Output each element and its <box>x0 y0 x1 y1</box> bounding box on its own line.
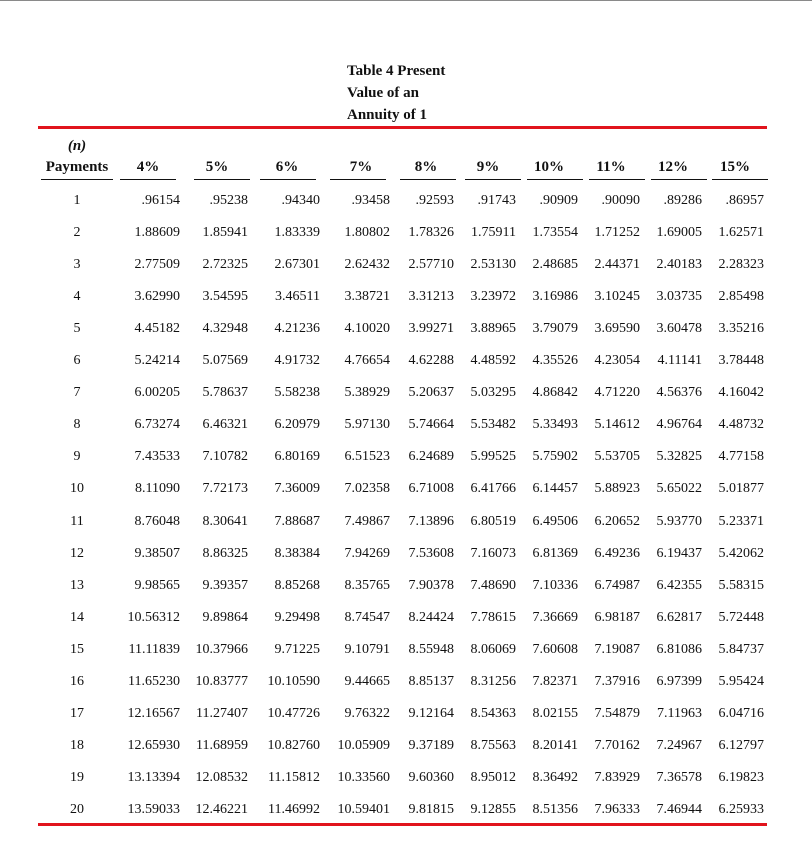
table-cell: .90909 <box>539 193 578 208</box>
table-cell: 9.81815 <box>408 802 454 817</box>
footer-rule <box>38 823 767 826</box>
table-cell: 1.75911 <box>471 225 516 240</box>
table-cell: 6.19823 <box>718 770 764 785</box>
table-cell: 5.20637 <box>408 385 454 400</box>
table-cell: 5.24214 <box>134 353 180 368</box>
table-cell: 6.24689 <box>408 449 454 464</box>
table-cell: 10.82760 <box>267 738 320 753</box>
table-cell: 9.29498 <box>274 610 320 625</box>
table-row <box>0 512 812 532</box>
payment-count: 20 <box>70 802 84 817</box>
table-cell: 5.65022 <box>656 481 702 496</box>
table-cell: 6.81086 <box>656 642 702 657</box>
table-cell: 10.56312 <box>127 610 180 625</box>
table-row <box>0 736 812 756</box>
table-cell: 9.89864 <box>202 610 248 625</box>
table-cell: 3.79079 <box>532 321 578 336</box>
table-cell: 3.31213 <box>408 289 454 304</box>
table-cell: 6.74987 <box>594 578 640 593</box>
table-cell: 5.97130 <box>344 417 390 432</box>
table-cell: 13.13394 <box>127 770 180 785</box>
table-cell: 6.49506 <box>532 514 578 529</box>
table-cell: 5.33493 <box>532 417 578 432</box>
rate-header-underline <box>527 179 583 180</box>
table-cell: 6.98187 <box>594 610 640 625</box>
table-cell: 7.48690 <box>470 578 516 593</box>
table-cell: 8.75563 <box>470 738 516 753</box>
table-cell: 6.97399 <box>656 674 702 689</box>
table-cell: 8.11090 <box>135 481 180 496</box>
rate-header-underline <box>712 179 768 180</box>
table-cell: 6.80169 <box>274 449 320 464</box>
table-cell: 8.20141 <box>532 738 578 753</box>
table-cell: .96154 <box>141 193 180 208</box>
table-row <box>0 672 812 692</box>
table-cell: 5.75902 <box>532 449 578 464</box>
table-cell: 4.35526 <box>532 353 578 368</box>
table-cell: 6.14457 <box>532 481 578 496</box>
table-cell: 3.99271 <box>408 321 454 336</box>
table-title: Table 4 Present Value of an Annuity of 1 <box>347 63 446 123</box>
payment-count: 12 <box>70 546 84 561</box>
table-cell: .90090 <box>601 193 640 208</box>
table-cell: 6.12797 <box>718 738 764 753</box>
payment-count: 8 <box>73 417 81 432</box>
table-row <box>0 608 812 628</box>
table-cell: 2.62432 <box>344 257 390 272</box>
table-cell: 5.14612 <box>594 417 640 432</box>
table-cell: 8.06069 <box>470 642 516 657</box>
table-cell: 12.65930 <box>127 738 180 753</box>
table-cell: 7.78615 <box>470 610 516 625</box>
table-cell: 2.28323 <box>718 257 764 272</box>
table-cell: 9.38507 <box>134 546 180 561</box>
rate-header: 5% <box>205 159 229 175</box>
table-cell: 6.19437 <box>656 546 702 561</box>
table-cell: 4.45182 <box>134 321 180 336</box>
table-cell: .93458 <box>351 193 390 208</box>
table-cell: 7.37916 <box>594 674 640 689</box>
table-cell: 7.70162 <box>594 738 640 753</box>
table-cell: 8.02155 <box>532 706 578 721</box>
table-cell: 6.51523 <box>344 449 390 464</box>
table-cell: 3.69590 <box>594 321 640 336</box>
table-cell: 7.10336 <box>532 578 578 593</box>
table-cell: 6.25933 <box>718 802 764 817</box>
payment-count: 5 <box>73 321 81 336</box>
table-cell: 3.62990 <box>134 289 180 304</box>
table-cell: 6.20979 <box>274 417 320 432</box>
table-cell: 7.24967 <box>656 738 702 753</box>
table-cell: 5.38929 <box>344 385 390 400</box>
table-cell: 10.05909 <box>337 738 390 753</box>
rate-header-underline <box>260 179 316 180</box>
table-cell: 2.40183 <box>656 257 702 272</box>
table-cell: 9.71225 <box>274 642 320 657</box>
table-cell: 7.19087 <box>594 642 640 657</box>
table-cell: 5.01877 <box>718 481 764 496</box>
table-cell: 11.11839 <box>128 642 180 657</box>
table-cell: 8.35765 <box>344 578 390 593</box>
table-cell: 7.36669 <box>532 610 578 625</box>
table-cell: 6.41766 <box>470 481 516 496</box>
table-cell: 9.60360 <box>408 770 454 785</box>
table-cell: 7.94269 <box>344 546 390 561</box>
payment-count: 3 <box>73 257 81 272</box>
table-cell: 8.30641 <box>202 514 248 529</box>
table-cell: 2.57710 <box>408 257 454 272</box>
table-cell: 2.67301 <box>274 257 320 272</box>
table-row <box>0 768 812 788</box>
table-cell: 12.46221 <box>195 802 248 817</box>
table-row <box>0 191 812 211</box>
table-cell: 5.53482 <box>470 417 516 432</box>
table-cell: 9.12164 <box>408 706 454 721</box>
table-cell: 1.62571 <box>718 225 764 240</box>
table-cell: 8.95012 <box>470 770 516 785</box>
table-cell: 7.72173 <box>202 481 248 496</box>
top-divider <box>0 0 812 1</box>
table-cell: 10.83777 <box>195 674 248 689</box>
table-cell: 7.88687 <box>274 514 320 529</box>
table-row <box>0 576 812 596</box>
table-cell: 7.49867 <box>344 514 390 529</box>
table-cell: 6.46321 <box>202 417 248 432</box>
table-cell: 3.46511 <box>275 289 320 304</box>
rate-header-underline <box>194 179 250 180</box>
table-cell: 1.88609 <box>134 225 180 240</box>
table-cell: 5.88923 <box>594 481 640 496</box>
payment-count: 9 <box>73 449 81 464</box>
table-cell: 7.43533 <box>134 449 180 464</box>
table-row <box>0 415 812 435</box>
table-cell: 3.88965 <box>470 321 516 336</box>
table-cell: 5.03295 <box>470 385 516 400</box>
table-cell: 5.84737 <box>718 642 764 657</box>
table-cell: 5.53705 <box>594 449 640 464</box>
table-cell: 9.76322 <box>344 706 390 721</box>
rate-header: 6% <box>275 159 299 175</box>
table-cell: .95238 <box>209 193 248 208</box>
table-cell: 5.42062 <box>718 546 764 561</box>
table-cell: 7.46944 <box>656 802 702 817</box>
table-cell: .92593 <box>415 193 454 208</box>
table-cell: 8.54363 <box>470 706 516 721</box>
table-cell: .91743 <box>477 193 516 208</box>
table-cell: 2.44371 <box>594 257 640 272</box>
rate-header: 12% <box>658 159 688 175</box>
table-cell: 1.85941 <box>202 225 248 240</box>
table-cell: 4.48732 <box>718 417 764 432</box>
table-cell: 9.98565 <box>134 578 180 593</box>
table-cell: 7.60608 <box>532 642 578 657</box>
table-cell: 8.24424 <box>408 610 454 625</box>
table-cell: 10.33560 <box>337 770 390 785</box>
rate-header: 15% <box>720 159 750 175</box>
table-cell: 8.31256 <box>470 674 516 689</box>
table-cell: 8.85268 <box>274 578 320 593</box>
table-cell: 4.23054 <box>594 353 640 368</box>
payment-count: 2 <box>73 225 81 240</box>
table-cell: 5.95424 <box>718 674 764 689</box>
table-cell: 8.85137 <box>408 674 454 689</box>
table-cell: 2.48685 <box>532 257 578 272</box>
table-cell: 7.11963 <box>657 706 702 721</box>
payment-count: 17 <box>70 706 84 721</box>
table-cell: 4.16042 <box>718 385 764 400</box>
table-cell: 8.76048 <box>134 514 180 529</box>
payment-count: 14 <box>70 610 84 625</box>
rate-header: 8% <box>414 159 438 175</box>
table-row <box>0 704 812 724</box>
table-cell: 8.55948 <box>408 642 454 657</box>
table-cell: 4.86842 <box>532 385 578 400</box>
table-cell: 5.93770 <box>656 514 702 529</box>
table-cell: 12.08532 <box>195 770 248 785</box>
table-cell: 6.80519 <box>470 514 516 529</box>
table-cell: 9.37189 <box>408 738 454 753</box>
table-cell: 5.99525 <box>470 449 516 464</box>
table-cell: 3.78448 <box>718 353 764 368</box>
table-cell: 10.47726 <box>267 706 320 721</box>
table-cell: 3.60478 <box>656 321 702 336</box>
payment-count: 19 <box>70 770 84 785</box>
n-label: (n) <box>67 138 87 154</box>
rate-header: 11% <box>596 159 626 175</box>
table-cell: 3.38721 <box>344 289 390 304</box>
payment-count: 1 <box>73 193 81 208</box>
table-cell: 7.02358 <box>344 481 390 496</box>
payment-count: 15 <box>70 642 84 657</box>
rate-header: 10% <box>534 159 564 175</box>
rate-header: 9% <box>476 159 500 175</box>
table-cell: 7.96333 <box>594 802 640 817</box>
payment-count: 4 <box>73 289 81 304</box>
table-row <box>0 255 812 275</box>
table-cell: 4.71220 <box>594 385 640 400</box>
table-cell: 7.16073 <box>470 546 516 561</box>
table-cell: 1.80802 <box>344 225 390 240</box>
table-row <box>0 383 812 403</box>
table-cell: 5.32825 <box>656 449 702 464</box>
rate-header-underline <box>465 179 521 180</box>
table-cell: 7.83929 <box>594 770 640 785</box>
table-cell: 7.82371 <box>532 674 578 689</box>
table-cell: 3.10245 <box>594 289 640 304</box>
payments-underline <box>41 179 113 180</box>
table-cell: 4.32948 <box>202 321 248 336</box>
rate-header-underline <box>330 179 386 180</box>
table-cell: 2.53130 <box>470 257 516 272</box>
table-cell: 11.27407 <box>196 706 248 721</box>
table-cell: 6.62817 <box>656 610 702 625</box>
table-cell: .94340 <box>281 193 320 208</box>
table-cell: 4.21236 <box>274 321 320 336</box>
table-cell: 7.36009 <box>274 481 320 496</box>
table-cell: 10.37966 <box>195 642 248 657</box>
table-cell: 4.48592 <box>470 353 516 368</box>
table-cell: 1.73554 <box>532 225 578 240</box>
table-cell: 2.85498 <box>718 289 764 304</box>
payment-count: 13 <box>70 578 84 593</box>
table-row <box>0 544 812 564</box>
table-cell: 6.71008 <box>408 481 454 496</box>
payment-count: 18 <box>70 738 84 753</box>
table-cell: 11.65230 <box>128 674 180 689</box>
table-cell: 7.13896 <box>408 514 454 529</box>
table-row <box>0 351 812 371</box>
table-row <box>0 319 812 339</box>
table-cell: 7.10782 <box>202 449 248 464</box>
table-cell: 6.73274 <box>134 417 180 432</box>
table-cell: 8.86325 <box>202 546 248 561</box>
table-cell: 5.78637 <box>202 385 248 400</box>
table-cell: 5.72448 <box>718 610 764 625</box>
table-cell: 4.77158 <box>718 449 764 464</box>
payment-count: 16 <box>70 674 84 689</box>
table-cell: 3.03735 <box>656 289 702 304</box>
table-cell: 6.20652 <box>594 514 640 529</box>
table-cell: 10.10590 <box>267 674 320 689</box>
table-cell: 1.71252 <box>594 225 640 240</box>
table-cell: 5.58315 <box>718 578 764 593</box>
payment-count: 10 <box>70 481 84 496</box>
table-cell: 11.68959 <box>196 738 248 753</box>
table-row <box>0 287 812 307</box>
table-cell: 11.15812 <box>268 770 320 785</box>
table-cell: 6.00205 <box>134 385 180 400</box>
table-cell: 4.96764 <box>656 417 702 432</box>
table-cell: 5.23371 <box>718 514 764 529</box>
header-rule <box>38 126 767 129</box>
table-cell: 12.16567 <box>127 706 180 721</box>
table-cell: 8.38384 <box>274 546 320 561</box>
payment-count: 11 <box>70 514 84 529</box>
rate-header-underline <box>400 179 456 180</box>
table-cell: 1.69005 <box>656 225 702 240</box>
payments-header: Payments <box>45 159 109 175</box>
table-cell: 6.49236 <box>594 546 640 561</box>
table-cell: 7.90378 <box>408 578 454 593</box>
table-cell: 8.36492 <box>532 770 578 785</box>
table-cell: 8.74547 <box>344 610 390 625</box>
table-cell: 6.81369 <box>532 546 578 561</box>
rate-header-underline <box>651 179 707 180</box>
table-row <box>0 223 812 243</box>
table-cell: 1.83339 <box>274 225 320 240</box>
table-cell: 4.10020 <box>344 321 390 336</box>
table-row <box>0 479 812 499</box>
table-cell: 3.23972 <box>470 289 516 304</box>
table-cell: 13.59033 <box>127 802 180 817</box>
table-cell: 9.39357 <box>202 578 248 593</box>
table-cell: 4.91732 <box>274 353 320 368</box>
table-cell: 9.12855 <box>470 802 516 817</box>
table-row <box>0 640 812 660</box>
rate-header: 4% <box>136 159 160 175</box>
table-row <box>0 447 812 467</box>
payment-count: 6 <box>73 353 81 368</box>
table-cell: 4.76654 <box>344 353 390 368</box>
table-cell: 8.51356 <box>532 802 578 817</box>
payment-count: 7 <box>73 385 81 400</box>
table-cell: 3.54595 <box>202 289 248 304</box>
table-cell: 10.59401 <box>337 802 390 817</box>
table-cell: 4.11141 <box>657 353 702 368</box>
table-cell: 9.44665 <box>344 674 390 689</box>
table-cell: 4.62288 <box>408 353 454 368</box>
table-cell: 7.54879 <box>594 706 640 721</box>
table-cell: 6.04716 <box>718 706 764 721</box>
table-cell: 5.58238 <box>274 385 320 400</box>
table-cell: 1.78326 <box>408 225 454 240</box>
table-cell: 2.72325 <box>202 257 248 272</box>
rate-header-underline <box>120 179 176 180</box>
table-cell: 9.10791 <box>344 642 390 657</box>
rate-header-underline <box>589 179 645 180</box>
table-cell: 7.53608 <box>408 546 454 561</box>
table-cell: 7.36578 <box>656 770 702 785</box>
table-cell: 3.35216 <box>718 321 764 336</box>
table-cell: .86957 <box>725 193 764 208</box>
table-cell: 4.56376 <box>656 385 702 400</box>
table-cell: 5.07569 <box>202 353 248 368</box>
table-cell: 11.46992 <box>268 802 320 817</box>
table-cell: 3.16986 <box>532 289 578 304</box>
table-cell: .89286 <box>663 193 702 208</box>
rate-header: 7% <box>349 159 373 175</box>
table-cell: 2.77509 <box>134 257 180 272</box>
table-row <box>0 800 812 820</box>
table-cell: 6.42355 <box>656 578 702 593</box>
table-cell: 5.74664 <box>408 417 454 432</box>
